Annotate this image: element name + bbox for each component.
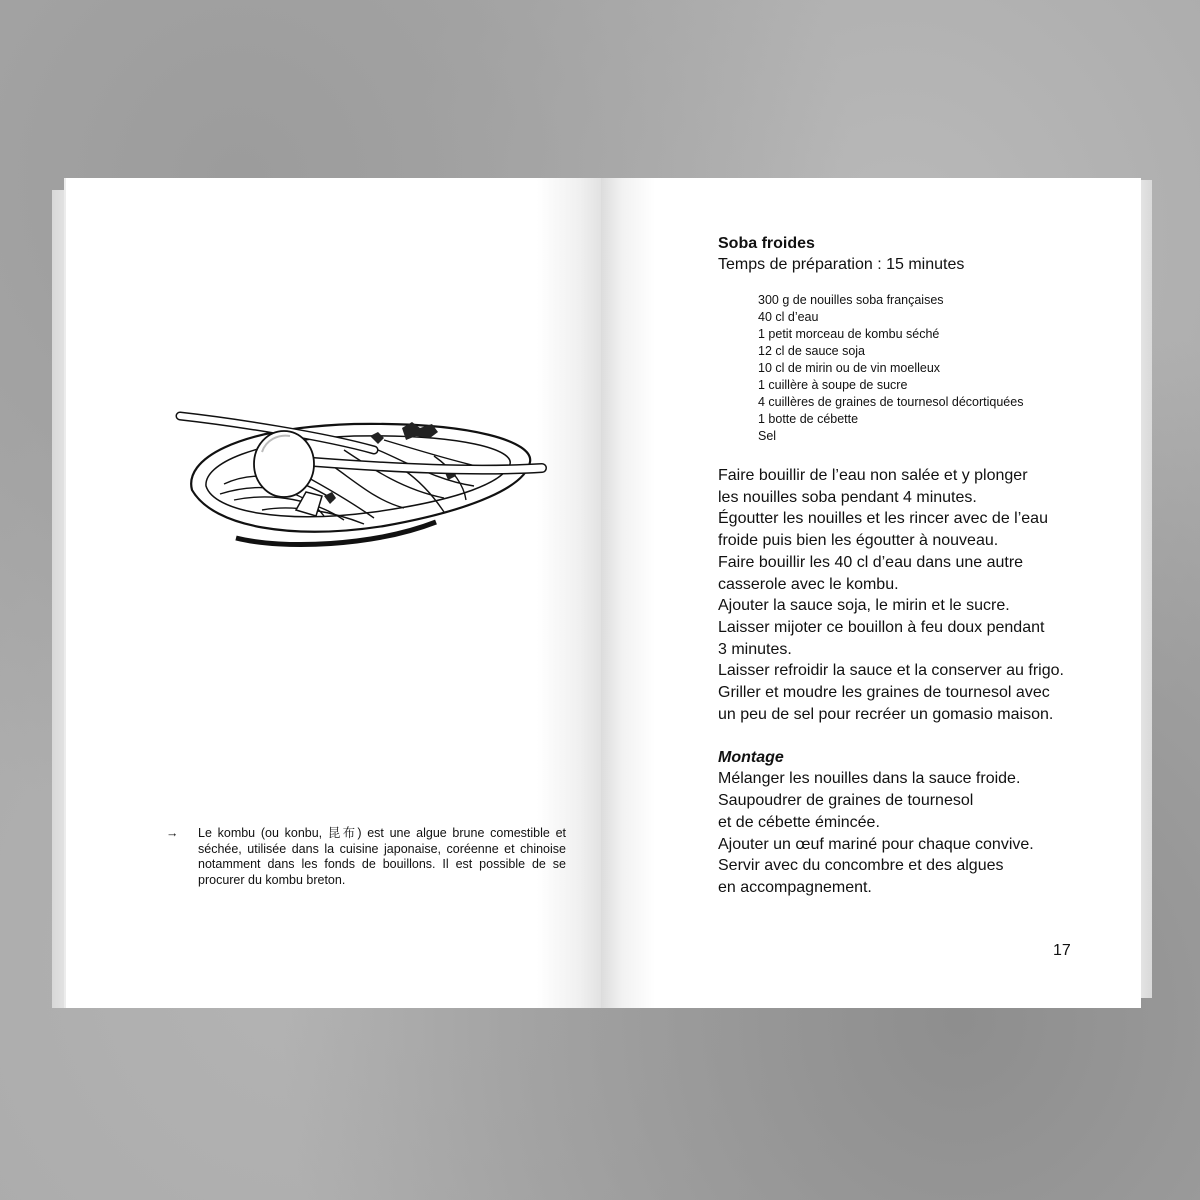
recipe-title: Soba froides xyxy=(718,235,815,252)
ingredient-item: 40 cl d’eau xyxy=(758,310,819,324)
step-line: froide puis bien les égoutter à nouveau. xyxy=(718,532,999,550)
step-line: Ajouter la sauce soja, le mirin et le sucre. xyxy=(718,597,1010,615)
ingredient-item: 1 petit morceau de kombu séché xyxy=(758,327,940,341)
soba-bowl-illustration xyxy=(174,400,554,550)
ingredient-item: 10 cl de mirin ou de vin moelleux xyxy=(758,361,941,375)
montage-heading: Montage xyxy=(718,749,784,767)
montage-line: Saupoudrer de graines de tournesol xyxy=(718,792,974,810)
step-line: un peu de sel pour recréer un gomasio maison. xyxy=(718,705,1054,723)
open-book xyxy=(52,178,1152,1008)
kombu-footnote xyxy=(166,826,566,888)
step-line: Griller et moudre les graines de tournesol avec xyxy=(718,684,1050,702)
step-line: Laisser mijoter ce bouillon à feu doux pendant xyxy=(718,618,1045,636)
montage-line: Mélanger les nouilles dans la sauce froide. xyxy=(718,770,1021,788)
step-line: 3 minutes. xyxy=(718,640,792,658)
ingredient-item: 4 cuillères de graines de tournesol décortiquées xyxy=(758,395,1024,409)
montage-line: en accompagnement. xyxy=(718,878,872,896)
step-line: casserole avec le kombu. xyxy=(718,575,899,593)
montage-steps xyxy=(718,768,1138,898)
arrow-icon: → xyxy=(166,826,179,840)
step-line: Laisser refroidir la sauce et la conserver au frigo. xyxy=(718,662,1064,680)
footnote-text: Le kombu (ou konbu, 昆布) est une algue brune comestible et séchée, utilisée dans la cuisine japonaise, coréenne et chinoise notamment dans les fonds de bouillons. Il est possible de se procurer du kombu breton. xyxy=(198,826,566,887)
step-line: Faire bouillir les 40 cl d’eau dans une autre xyxy=(718,553,1024,571)
montage-line: Ajouter un œuf mariné pour chaque convive. xyxy=(718,835,1034,853)
step-line: Égoutter les nouilles et les rincer avec de l’eau xyxy=(718,510,1048,528)
page-number: 17 xyxy=(1053,942,1071,959)
step-line: les nouilles soba pendant 4 minutes. xyxy=(718,488,977,506)
prep-time: Temps de préparation : 15 minutes xyxy=(718,256,965,273)
montage-line: Servir avec du concombre et des algues xyxy=(718,857,1004,875)
ingredient-item: 12 cl de sauce soja xyxy=(758,344,866,358)
recipe xyxy=(718,234,1138,899)
ingredient-item: 1 cuillère à soupe de sucre xyxy=(758,378,908,392)
preparation-steps xyxy=(718,465,1138,725)
ingredient-item: Sel xyxy=(758,429,777,443)
ingredient-item: 1 botte de cébette xyxy=(758,412,859,426)
ingredient-item: 300 g de nouilles soba françaises xyxy=(758,293,944,307)
ingredient-list xyxy=(758,292,1138,445)
right-page xyxy=(601,178,1141,1008)
left-page xyxy=(66,178,601,1008)
step-line: Faire bouillir de l’eau non salée et y plonger xyxy=(718,467,1028,484)
montage-line: et de cébette émincée. xyxy=(718,813,880,831)
